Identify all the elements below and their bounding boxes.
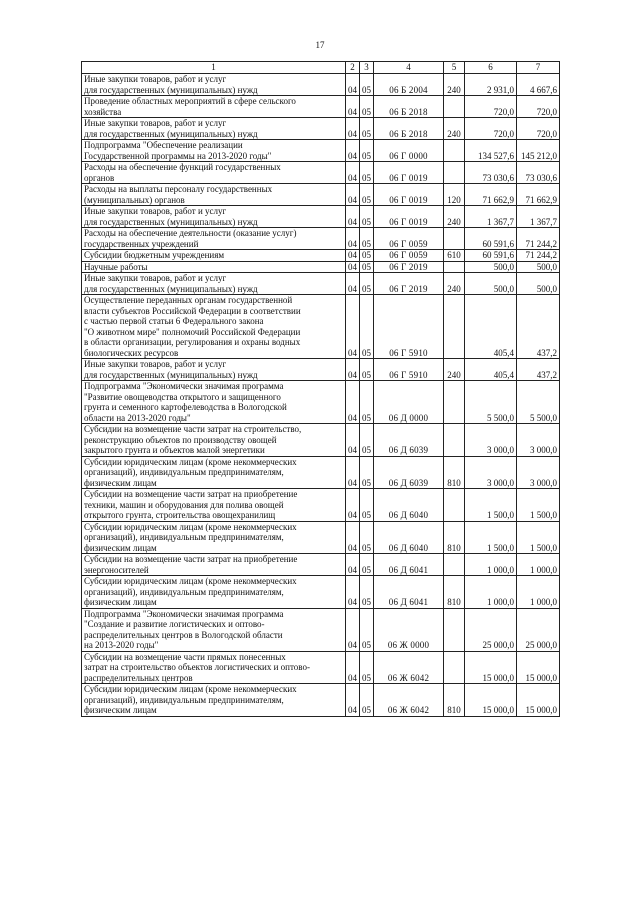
col-6-amount: 720,0 bbox=[465, 96, 517, 118]
col-6-amount: 1 500,0 bbox=[465, 521, 517, 554]
col-6-amount: 60 591,6 bbox=[465, 250, 517, 262]
col-4-code: 06 Ж 0000 bbox=[374, 608, 444, 651]
col-3-code: 05 bbox=[360, 273, 374, 295]
budget-table bbox=[81, 61, 560, 717]
col-5-code: 240 bbox=[444, 118, 465, 140]
col-5-code: 810 bbox=[444, 576, 465, 609]
col-3-code: 05 bbox=[360, 184, 374, 206]
col-2-code: 04 bbox=[346, 359, 360, 381]
col-4-code: 06 Б 2004 bbox=[374, 74, 444, 96]
col-2-code: 04 bbox=[346, 140, 360, 162]
table-header-row bbox=[82, 62, 560, 74]
table-row bbox=[82, 521, 560, 554]
col-7-amount: 437,2 bbox=[517, 359, 560, 381]
row-description: Субсидии юридическим лицам (кроме некоммерческих организаций), индивидуальным предпринимателям, физическим лицам bbox=[82, 521, 346, 554]
col-4-code: 06 Г 0059 bbox=[374, 228, 444, 250]
col-7-amount: 500,0 bbox=[517, 273, 560, 295]
col-6-amount: 405,4 bbox=[465, 295, 517, 359]
row-description: Иные закупки товаров, работ и услуг для государственных (муниципальных) нужд bbox=[82, 359, 346, 381]
column-header: 1 bbox=[82, 62, 346, 74]
col-6-amount: 5 500,0 bbox=[465, 381, 517, 424]
col-4-code: 06 Г 0059 bbox=[374, 250, 444, 262]
col-2-code: 04 bbox=[346, 651, 360, 684]
row-description: Субсидии юридическим лицам (кроме некоммерческих организаций), индивидуальным предпринимателям, физическим лицам bbox=[82, 684, 346, 717]
col-2-code: 04 bbox=[346, 96, 360, 118]
col-5-code bbox=[444, 162, 465, 184]
col-2-code: 04 bbox=[346, 295, 360, 359]
col-7-amount: 4 667,6 bbox=[517, 74, 560, 96]
row-description: Проведение областных мероприятий в сфере сельского хозяйства bbox=[82, 96, 346, 118]
column-header: 5 bbox=[444, 62, 465, 74]
col-6-amount: 500,0 bbox=[465, 261, 517, 273]
col-6-amount: 25 000,0 bbox=[465, 608, 517, 651]
col-6-amount: 3 000,0 bbox=[465, 424, 517, 457]
col-4-code: 06 Г 0019 bbox=[374, 206, 444, 228]
col-3-code: 05 bbox=[360, 554, 374, 576]
row-description: Подпрограмма "Обеспечение реализации Государственной программы на 2013-2020 годы" bbox=[82, 140, 346, 162]
col-3-code: 05 bbox=[360, 359, 374, 381]
col-2-code: 04 bbox=[346, 489, 360, 522]
col-4-code: 06 Д 6041 bbox=[374, 554, 444, 576]
col-3-code: 05 bbox=[360, 74, 374, 96]
col-7-amount: 1 500,0 bbox=[517, 489, 560, 522]
row-description: Подпрограмма "Экономически значимая программа "Развитие овощеводства открытого и защищенного грунта и семенного картофелеводства в Вологодской области на 2013-2020 годы" bbox=[82, 381, 346, 424]
column-header: 2 bbox=[346, 62, 360, 74]
col-5-code bbox=[444, 295, 465, 359]
col-5-code bbox=[444, 261, 465, 273]
col-3-code: 05 bbox=[360, 118, 374, 140]
col-2-code: 04 bbox=[346, 184, 360, 206]
col-5-code: 810 bbox=[444, 456, 465, 489]
col-3-code: 05 bbox=[360, 521, 374, 554]
col-6-amount: 2 931,0 bbox=[465, 74, 517, 96]
col-2-code: 04 bbox=[346, 162, 360, 184]
col-5-code bbox=[444, 228, 465, 250]
col-3-code: 05 bbox=[360, 206, 374, 228]
col-7-amount: 71 244,2 bbox=[517, 228, 560, 250]
table-row bbox=[82, 456, 560, 489]
col-6-amount: 720,0 bbox=[465, 118, 517, 140]
table-row bbox=[82, 96, 560, 118]
col-5-code: 240 bbox=[444, 273, 465, 295]
col-6-amount: 1 367,7 bbox=[465, 206, 517, 228]
table-row bbox=[82, 250, 560, 262]
col-4-code: 06 Г 0019 bbox=[374, 184, 444, 206]
table-row bbox=[82, 206, 560, 228]
col-2-code: 04 bbox=[346, 273, 360, 295]
table-body bbox=[82, 74, 560, 717]
col-5-code bbox=[444, 424, 465, 457]
col-4-code: 06 Д 0000 bbox=[374, 381, 444, 424]
table-row bbox=[82, 489, 560, 522]
col-3-code: 05 bbox=[360, 162, 374, 184]
col-3-code: 05 bbox=[360, 250, 374, 262]
col-4-code: 06 Д 6041 bbox=[374, 576, 444, 609]
col-6-amount: 1 000,0 bbox=[465, 576, 517, 609]
col-4-code: 06 Б 2018 bbox=[374, 118, 444, 140]
col-4-code: 06 Б 2018 bbox=[374, 96, 444, 118]
col-3-code: 05 bbox=[360, 96, 374, 118]
col-7-amount: 25 000,0 bbox=[517, 608, 560, 651]
row-description: Субсидии на возмещение части затрат на приобретение энергоносителей bbox=[82, 554, 346, 576]
col-6-amount: 500,0 bbox=[465, 273, 517, 295]
table-row bbox=[82, 261, 560, 273]
col-5-code bbox=[444, 140, 465, 162]
col-4-code: 06 Г 0000 bbox=[374, 140, 444, 162]
row-description: Иные закупки товаров, работ и услуг для государственных (муниципальных) нужд bbox=[82, 206, 346, 228]
col-3-code: 05 bbox=[360, 608, 374, 651]
col-7-amount: 15 000,0 bbox=[517, 684, 560, 717]
col-6-amount: 15 000,0 bbox=[465, 651, 517, 684]
table-row bbox=[82, 162, 560, 184]
col-3-code: 05 bbox=[360, 381, 374, 424]
col-7-amount: 1 000,0 bbox=[517, 554, 560, 576]
row-description: Субсидии на возмещение части затрат на приобретение техники, машин и оборудования для полива овощей открытого грунта, строительства овощехранилищ bbox=[82, 489, 346, 522]
col-2-code: 04 bbox=[346, 576, 360, 609]
row-description: Субсидии на возмещение части прямых понесенных затрат на строительство объектов логистических и оптово- распределительных центров bbox=[82, 651, 346, 684]
row-description: Подпрограмма "Экономически значимая программа "Создание и развитие логистических и оптово- распределительных центров в Вологодской области на 2013-2020 годы" bbox=[82, 608, 346, 651]
col-2-code: 04 bbox=[346, 381, 360, 424]
col-6-amount: 71 662,9 bbox=[465, 184, 517, 206]
col-7-amount: 1 367,7 bbox=[517, 206, 560, 228]
col-6-amount: 134 527,6 bbox=[465, 140, 517, 162]
row-description: Иные закупки товаров, работ и услуг для государственных (муниципальных) нужд bbox=[82, 74, 346, 96]
col-2-code: 04 bbox=[346, 608, 360, 651]
row-description: Расходы на выплаты персоналу государственных (муниципальных) органов bbox=[82, 184, 346, 206]
col-2-code: 04 bbox=[346, 250, 360, 262]
col-4-code: 06 Д 6039 bbox=[374, 424, 444, 457]
col-3-code: 05 bbox=[360, 140, 374, 162]
col-7-amount: 720,0 bbox=[517, 96, 560, 118]
col-2-code: 04 bbox=[346, 206, 360, 228]
col-7-amount: 3 000,0 bbox=[517, 456, 560, 489]
col-5-code bbox=[444, 651, 465, 684]
col-3-code: 05 bbox=[360, 424, 374, 457]
col-5-code: 610 bbox=[444, 250, 465, 262]
col-3-code: 05 bbox=[360, 456, 374, 489]
col-2-code: 04 bbox=[346, 228, 360, 250]
col-4-code: 06 Ж 6042 bbox=[374, 684, 444, 717]
col-4-code: 06 Г 5910 bbox=[374, 359, 444, 381]
col-5-code: 120 bbox=[444, 184, 465, 206]
column-header: 6 bbox=[465, 62, 517, 74]
col-5-code: 240 bbox=[444, 359, 465, 381]
col-5-code: 810 bbox=[444, 684, 465, 717]
col-4-code: 06 Д 6040 bbox=[374, 521, 444, 554]
col-5-code: 240 bbox=[444, 206, 465, 228]
col-6-amount: 60 591,6 bbox=[465, 228, 517, 250]
row-description: Субсидии на возмещение части затрат на строительство, реконструкцию объектов по производству овощей закрытого грунта и объектов малой энергетики bbox=[82, 424, 346, 457]
row-description: Осуществление переданных органам государственной власти субъектов Российской Федерации в соответствии с частью первой статьи 6 Федерального закона "О животном мире" полномочий Российской Федерации в области организации, регулирования и охраны водных биологических ресурсов bbox=[82, 295, 346, 359]
col-7-amount: 437,2 bbox=[517, 295, 560, 359]
col-3-code: 05 bbox=[360, 228, 374, 250]
table-row bbox=[82, 684, 560, 717]
column-header: 4 bbox=[374, 62, 444, 74]
row-description: Субсидии юридическим лицам (кроме некоммерческих организаций), индивидуальным предпринимателям, физическим лицам bbox=[82, 576, 346, 609]
col-5-code: 810 bbox=[444, 521, 465, 554]
col-2-code: 04 bbox=[346, 118, 360, 140]
col-4-code: 06 Ж 6042 bbox=[374, 651, 444, 684]
table-row bbox=[82, 228, 560, 250]
column-header: 3 bbox=[360, 62, 374, 74]
col-3-code: 05 bbox=[360, 489, 374, 522]
row-description: Расходы на обеспечение деятельности (оказание услуг) государственных учреждений bbox=[82, 228, 346, 250]
table-row bbox=[82, 651, 560, 684]
page-number: 17 bbox=[315, 40, 325, 50]
col-3-code: 05 bbox=[360, 684, 374, 717]
table-row bbox=[82, 140, 560, 162]
col-7-amount: 1 500,0 bbox=[517, 521, 560, 554]
row-description: Иные закупки товаров, работ и услуг для государственных (муниципальных) нужд bbox=[82, 273, 346, 295]
table-row bbox=[82, 554, 560, 576]
col-7-amount: 73 030,6 bbox=[517, 162, 560, 184]
col-4-code: 06 Д 6040 bbox=[374, 489, 444, 522]
table-row bbox=[82, 184, 560, 206]
col-2-code: 04 bbox=[346, 74, 360, 96]
col-4-code: 06 Г 5910 bbox=[374, 295, 444, 359]
table-row bbox=[82, 576, 560, 609]
column-header: 7 bbox=[517, 62, 560, 74]
row-description: Субсидии бюджетным учреждениям bbox=[82, 250, 346, 262]
col-7-amount: 71 662,9 bbox=[517, 184, 560, 206]
col-2-code: 04 bbox=[346, 554, 360, 576]
table-row bbox=[82, 118, 560, 140]
table-row bbox=[82, 381, 560, 424]
table-row bbox=[82, 74, 560, 96]
col-6-amount: 15 000,0 bbox=[465, 684, 517, 717]
col-7-amount: 5 500,0 bbox=[517, 381, 560, 424]
col-6-amount: 73 030,6 bbox=[465, 162, 517, 184]
table-row bbox=[82, 608, 560, 651]
col-5-code bbox=[444, 608, 465, 651]
col-7-amount: 145 212,0 bbox=[517, 140, 560, 162]
row-description: Иные закупки товаров, работ и услуг для государственных (муниципальных) нужд bbox=[82, 118, 346, 140]
row-description: Расходы на обеспечение функций государственных органов bbox=[82, 162, 346, 184]
col-7-amount: 720,0 bbox=[517, 118, 560, 140]
col-7-amount: 71 244,2 bbox=[517, 250, 560, 262]
table-row bbox=[82, 359, 560, 381]
col-4-code: 06 Г 2019 bbox=[374, 273, 444, 295]
col-3-code: 05 bbox=[360, 576, 374, 609]
col-5-code bbox=[444, 381, 465, 424]
col-5-code bbox=[444, 489, 465, 522]
row-description: Научные работы bbox=[82, 261, 346, 273]
col-7-amount: 3 000,0 bbox=[517, 424, 560, 457]
col-7-amount: 15 000,0 bbox=[517, 651, 560, 684]
col-4-code: 06 Г 2019 bbox=[374, 261, 444, 273]
table-row bbox=[82, 424, 560, 457]
col-2-code: 04 bbox=[346, 521, 360, 554]
col-2-code: 04 bbox=[346, 261, 360, 273]
row-description: Субсидии юридическим лицам (кроме некоммерческих организаций), индивидуальным предпринимателям, физическим лицам bbox=[82, 456, 346, 489]
col-6-amount: 1 000,0 bbox=[465, 554, 517, 576]
table-row bbox=[82, 295, 560, 359]
col-3-code: 05 bbox=[360, 261, 374, 273]
col-4-code: 06 Г 0019 bbox=[374, 162, 444, 184]
col-5-code bbox=[444, 96, 465, 118]
col-2-code: 04 bbox=[346, 684, 360, 717]
col-7-amount: 500,0 bbox=[517, 261, 560, 273]
col-4-code: 06 Д 6039 bbox=[374, 456, 444, 489]
col-6-amount: 405,4 bbox=[465, 359, 517, 381]
col-5-code bbox=[444, 554, 465, 576]
col-3-code: 05 bbox=[360, 651, 374, 684]
col-6-amount: 1 500,0 bbox=[465, 489, 517, 522]
col-6-amount: 3 000,0 bbox=[465, 456, 517, 489]
col-7-amount: 1 000,0 bbox=[517, 576, 560, 609]
col-2-code: 04 bbox=[346, 424, 360, 457]
col-3-code: 05 bbox=[360, 295, 374, 359]
table-row bbox=[82, 273, 560, 295]
col-5-code: 240 bbox=[444, 74, 465, 96]
col-2-code: 04 bbox=[346, 456, 360, 489]
